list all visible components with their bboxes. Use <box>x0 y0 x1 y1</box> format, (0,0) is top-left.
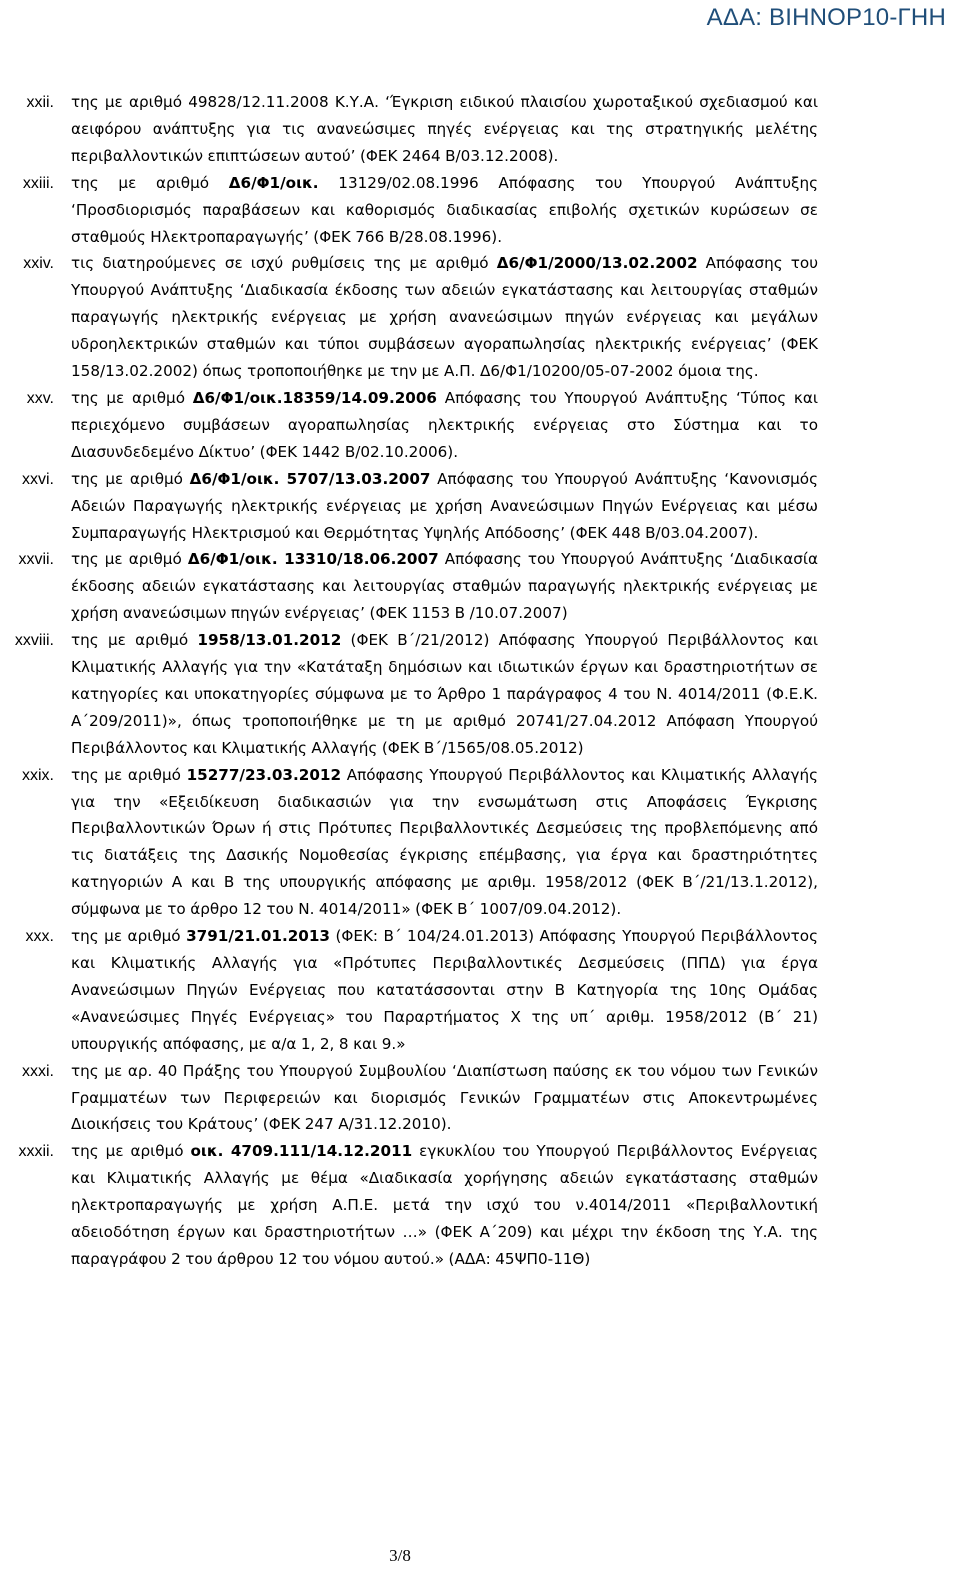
item-text-part: Απόφασης του Υπουργού Ανάπτυξης ‘Τύπος και περιεχόμενο συμβάσεων αγοραπωλησίας ηλεκτρικής ενέργειας στο Σύστημα και το Διασυνδεδεμένο Δίκτυο’ (ΦΕΚ 1442 Β/02.10.2006). <box>71 388 818 461</box>
list-item <box>0 89 960 170</box>
item-number: xxix. <box>22 766 54 784</box>
item-bold-ref: οικ. 4709.111/14.12.2011 <box>190 1142 413 1161</box>
item-number: xxxii. <box>18 1143 54 1161</box>
item-text <box>71 89 818 170</box>
list-item <box>0 546 960 627</box>
item-text <box>71 385 818 466</box>
item-text <box>71 1058 818 1139</box>
item-bold-ref: Δ6/Φ1/οικ. 13310/18.06.2007 <box>187 550 439 569</box>
item-bold-ref: Δ6/Φ1/οικ. 5707/13.03.2007 <box>189 469 431 488</box>
item-text-part: της με αριθμό <box>71 631 198 650</box>
item-text-part: της με αριθμό <box>71 388 193 407</box>
item-text-part: Απόφασης του Υπουργού Ανάπτυξης ‘Κανονισμός Αδειών Παραγωγής ηλεκτρικής ενέργειας με χρήση Ανανεώσιμων Πηγών Ενέργειας και μέσω Συμπαραγωγής Ηλεκτρισμού και Θερμότητας Υψηλής Απόδοσης’ (ΦΕΚ 448 Β/03.04.2007). <box>71 469 818 542</box>
item-text-part: της με αριθμό 49828/12.11.2008 Κ.Υ.Α. ‘Έγκριση ειδικού πλαισίου χωροταξικού σχεδιασμού και αειφόρου ανάπτυξης για τις ανανεώσιμες πηγές ενέργειας και της στρατηγικής μελέτης περιβαλλοντικών επιπτώσεων αυτού’ (ΦΕΚ 2464 Β/03.12.2008). <box>71 93 818 165</box>
item-text-part: της με αρ. 40 Πράξης του Υπουργού Συμβουλίου ‘Διαπίστωση παύσης εκ του νόμου των Γενικών Γραμματέων των Περιφερειών και διορισμός Γενικών Γραμματέων στις Αποκεντρωμένες Διοικήσεις του Κράτους’ (ΦΕΚ 247 Α/31.12.2010). <box>71 1061 818 1134</box>
item-text-part: Απόφασης Υπουργού Περιβάλλοντος και Κλιματικής Αλλαγής για την «Εξειδίκευση διαδικασιών για την ενσωμάτωση στις Αποφάσεις Έγκρισης Περιβαλλοντικών Όρων ή στις Πρότυπες Περιβαλλοντικές Δεσμεύσεις της προβλεπόμενης από τις διατάξεις της Δασικής Νομοθεσίας έγκρισης επέμβασης, για έργα και δραστηριότητες κατηγοριών Α και Β της υπουργικής απόφασης με αριθμ. 1958/2012 (ΦΕΚ Β΄/21/13.1.2012), σύμφωνα με το άρθρο 12 του Ν. 4014/2011» (ΦΕΚ Β΄ 1007/09.04.2012). <box>71 765 818 919</box>
item-bold-ref: 3791/21.01.2013 <box>186 927 330 946</box>
item-text-part: της με αριθμό <box>71 173 229 192</box>
list-item <box>0 923 960 1058</box>
list-item <box>0 466 960 547</box>
item-text <box>71 923 818 1058</box>
item-text-part: 13129/02.08.1996 Απόφασης του Υπουργού Ανάπτυξης ‘Προσδιορισμός παραβάσεων και καθορισμός διαδικασίας επιβολής σχετικών κυρώσεων σε σταθμούς Ηλεκτροπαραγωγής’ (ΦΕΚ 766 Β/28.08.1996). <box>71 173 818 246</box>
page-number: 3/8 <box>389 1546 411 1565</box>
item-number: xxv. <box>26 389 54 407</box>
item-text-part: εγκυκλίου του Υπουργού Περιβάλλοντος Ενέργειας και Κλιματικής Αλλαγής με θέμα «Διαδικασία χορήγησης αδειών εγκατάστασης σταθμών ηλεκτροπαραγωγής με χρήση Α.Π.Ε. μετά την ισχύ του ν.4014/2011 «Περιβαλλοντική αδειοδότηση έργων και δραστηριοτήτων …» (ΦΕΚ Α΄209) και μέχρι την έκδοση της Υ.Α. της παραγράφου 2 του άρθρου 12 του νόμου αυτού.» (ΑΔΑ: 45ΨΠ0-11Θ) <box>71 1142 818 1268</box>
item-text-part: (ΦΕΚ Β΄/21/2012) Απόφασης Υπουργού Περιβάλλοντος και Κλιματικής Αλλαγής για την «Κατάταξη δημόσιων και ιδιωτικών έργων και δραστηριοτήτων σε κατηγορίες και υποκατηγορίες σύμφωνα με το Άρθρο 1 παράγραφος 4 του Ν. 4014/2011 (Φ.Ε.Κ. Α΄209/2011)», όπως τροποποιήθηκε με τη με αριθμό 20741/27.04.2012 Απόφαση Υπουργού Περιβάλλοντος και Κλιματικής Αλλαγής (ΦΕΚ Β΄/1565/08.05.2012) <box>71 631 818 757</box>
item-number: xxvii. <box>18 551 54 569</box>
item-bold-ref: Δ6/Φ1/2000/13.02.2002 <box>496 254 698 273</box>
list-item <box>0 1138 960 1273</box>
item-number: xxii. <box>26 94 54 111</box>
item-text-part: (ΦΕΚ: Β΄ 104/24.01.2013) Απόφασης Υπουργού Περιβάλλοντος και Κλιματικής Αλλαγής για «Πρότυπες Περιβαλλοντικές Δεσμεύσεις (ΠΠΔ) για έργα Ανανεώσιμων Πηγών Ενέργειας που κατατάσσονται στην Β Κατηγορία της 10ης Ομάδας «Ανανεώσιμες Πηγές Ενέργειας» του Παραρτήματος Χ της υπ΄ αριθμ. 1958/2012 (Β΄ 21) υπουργικής απόφασης, με α/α 1, 2, 8 και 9.» <box>71 927 818 1053</box>
item-bold-ref: 15277/23.03.2012 <box>186 765 342 784</box>
list-item <box>0 627 960 762</box>
item-text-part: της με αριθμό <box>71 550 188 569</box>
item-text <box>71 170 818 251</box>
list-item <box>0 170 960 251</box>
item-text-part: της με αριθμό <box>71 927 187 946</box>
item-number: xxvi. <box>22 470 54 488</box>
item-text-part: της με αριθμό <box>71 765 187 784</box>
item-number: xxxi. <box>22 1062 54 1080</box>
item-number: xxiii. <box>22 174 54 192</box>
item-text <box>71 762 818 923</box>
item-number: xxx. <box>25 928 54 946</box>
item-number: xxviii. <box>14 632 54 650</box>
item-text-part: τις διατηρούμενες σε ισχύ ρυθμίσεις της με αριθμό <box>71 254 497 273</box>
item-text <box>71 546 818 627</box>
item-text <box>71 466 818 547</box>
item-text-part: Απόφασης του Υπουργού Ανάπτυξης ‘Διαδικασία έκδοσης των αδειών εγκατάστασης και λειτουργίας σταθμών παραγωγής ηλεκτρικής ενέργειας με χρήση ανανεώσιμων πηγών ενέργειας και μεγάλων υδροηλεκτρικών σταθμών και τύποι συμβάσεων αγοραπωλησίας ηλεκτρικής ενέργειας’ (ΦΕΚ 158/13.02.2002) όπως τροποποιήθηκε με την με Α.Π. Δ6/Φ1/10200/05-07-2002 όμοια της. <box>71 254 818 381</box>
item-text <box>71 250 818 385</box>
list-item <box>0 1058 960 1139</box>
list-item <box>0 762 960 923</box>
item-text-part: Απόφασης του Υπουργού Ανάπτυξης ‘Διαδικασία έκδοσης αδειών εγκατάστασης και λειτουργίας σταθμών παραγωγής ηλεκτρικής ενέργειας με χρήση ανανεώσιμων πηγών ενέργειας’ (ΦΕΚ 1153 Β /10.07.2007) <box>71 550 818 623</box>
list-item <box>0 385 960 466</box>
ada-code: ΑΔΑ: ΒΙΗΝΟΡ10-ΓΗΗ <box>706 4 946 31</box>
item-text-part: της με αριθμό <box>71 1142 191 1161</box>
item-text <box>71 627 818 762</box>
item-text-part: της με αριθμό <box>71 469 190 488</box>
item-text <box>71 1138 818 1273</box>
item-bold-ref: Δ6/Φ1/οικ. <box>228 173 319 192</box>
item-number: xxiv. <box>23 255 54 273</box>
item-bold-ref: 1958/13.01.2012 <box>197 631 342 650</box>
item-bold-ref: Δ6/Φ1/οικ.18359/14.09.2006 <box>192 388 437 407</box>
legal-references-list <box>0 89 960 1273</box>
list-item <box>0 250 960 385</box>
